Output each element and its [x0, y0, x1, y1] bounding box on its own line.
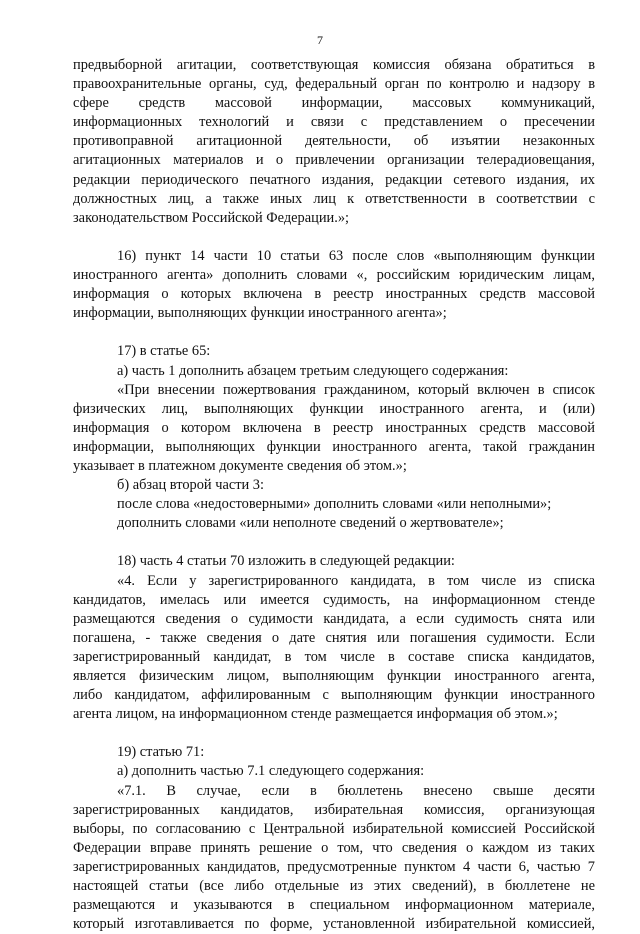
text-line: указывает в платежном документе сведения об этом.»; [73, 457, 407, 474]
text-line: настоящей статьи (все либо отдельные из этих сведений), в бюллетене не [73, 878, 595, 895]
page-number: 7 [317, 33, 323, 47]
text-line: дополнить словами «или неполноте сведений о жертвователе»; [117, 515, 504, 532]
text-line: агитационных материалов и о привлечении организации телерадиовещания, [73, 152, 595, 169]
text-line: размещаются и указываются в специальном информационном материале, [73, 897, 595, 914]
text-line: зарегистрированный кандидат, в том числе в составе списка кандидатов, [73, 648, 595, 665]
paragraph [73, 552, 595, 724]
text-line: «7.1. В случае, если в бюллетень внесено свыше десяти [117, 782, 595, 799]
text-line: «4. Если у зарегистрированного кандидата, в том числе из списка [117, 572, 595, 589]
text-line: а) часть 1 дополнить абзацем третьим следующего содержания: [117, 362, 509, 379]
text-line: правоохранительные органы, суд, федеральный орган по контролю и надзору в [73, 76, 595, 93]
text-line: агента лицом, на информационном стенде размещается информация об этом.»; [73, 706, 558, 723]
document-body [73, 56, 595, 934]
paragraph [73, 56, 595, 228]
text-line: либо кандидатом, аффилированным с выполняющим функции иностранного [73, 687, 595, 704]
text-line: 18) часть 4 статьи 70 изложить в следующей редакции: [117, 553, 455, 570]
text-line: Федерации вправе принять решение о том, что сведения о каждом из таких [73, 839, 595, 856]
text-line: редакции периодического печатного издания, редакции сетевого издания, их [73, 171, 595, 188]
text-line: б) абзац второй части 3: [117, 477, 265, 494]
text-line: выборы, по согласованию с Центральной избирательной комиссией Российской [73, 820, 595, 837]
paragraph [73, 247, 595, 323]
text-line: кандидатов, имелась или имеется судимость, на информационном стенде [73, 591, 595, 608]
text-line: 16) пункт 14 части 10 статьи 63 после слов «выполняющим функции [117, 247, 595, 264]
paragraph [73, 743, 595, 934]
text-line: является физическим лицом, выполняющим функции иностранного агента, [73, 668, 595, 684]
paragraph-gap [73, 533, 595, 552]
text-line: противоправной агитационной деятельности, об изъятии незаконных [73, 133, 595, 150]
text-line: который изготавливается по форме, установленной избирательной комиссией, [73, 916, 595, 933]
text-line: предвыборной агитации, соответствующая комиссия обязана обратиться в [73, 57, 595, 73]
text-line: сфере средств массовой информации, массовых коммуникаций, [73, 95, 595, 112]
text-line: иностранного агента» дополнить словами «, российским юридическим лицам, [73, 267, 595, 284]
text-line: 19) статью 71: [117, 744, 205, 761]
paragraph-gap [73, 228, 595, 247]
text-line: физических лиц, выполняющих функции иностранного агента, и (или) [73, 400, 595, 417]
text-line: после слова «недостоверными» дополнить словами «или неполными»; [117, 496, 552, 513]
text-line: зарегистрированных кандидатов, предусмотренные пунктом 4 части 6, частью 7 [73, 858, 595, 875]
text-line: информационных технологий и связи с представлением о пресечении [73, 114, 595, 131]
paragraph-gap [73, 323, 595, 342]
text-line: а) дополнить частью 7.1 следующего содержания: [117, 763, 425, 780]
text-line: законодательством Российской Федерации.»; [73, 209, 350, 226]
text-line: должностных лиц, а также иных лиц к ответственности в соответствии с [73, 190, 595, 207]
paragraph [73, 342, 595, 533]
text-line: информация о которых включена в реестр иностранных средств массовой [73, 286, 595, 303]
text-line: «При внесении пожертвования гражданином, который включен в список [117, 381, 595, 398]
paragraph-gap [73, 724, 595, 743]
text-line: зарегистрированных кандидатов, избирательная комиссия, организующая [73, 801, 595, 818]
text-line: 17) в статье 65: [117, 343, 211, 360]
text-line: информация о котором включена в реестр иностранных средств массовой [73, 419, 595, 436]
text-line: погашена, - также сведения о дате снятия или погашения судимости. Если [73, 629, 595, 646]
text-line: информации, выполняющих функции иностранного агента»; [73, 305, 447, 322]
text-line: информации, выполняющих функции иностранного агента, такой гражданин [73, 438, 595, 455]
text-line: размещаются сведения о судимости кандидата, а если судимость снята или [73, 610, 595, 627]
